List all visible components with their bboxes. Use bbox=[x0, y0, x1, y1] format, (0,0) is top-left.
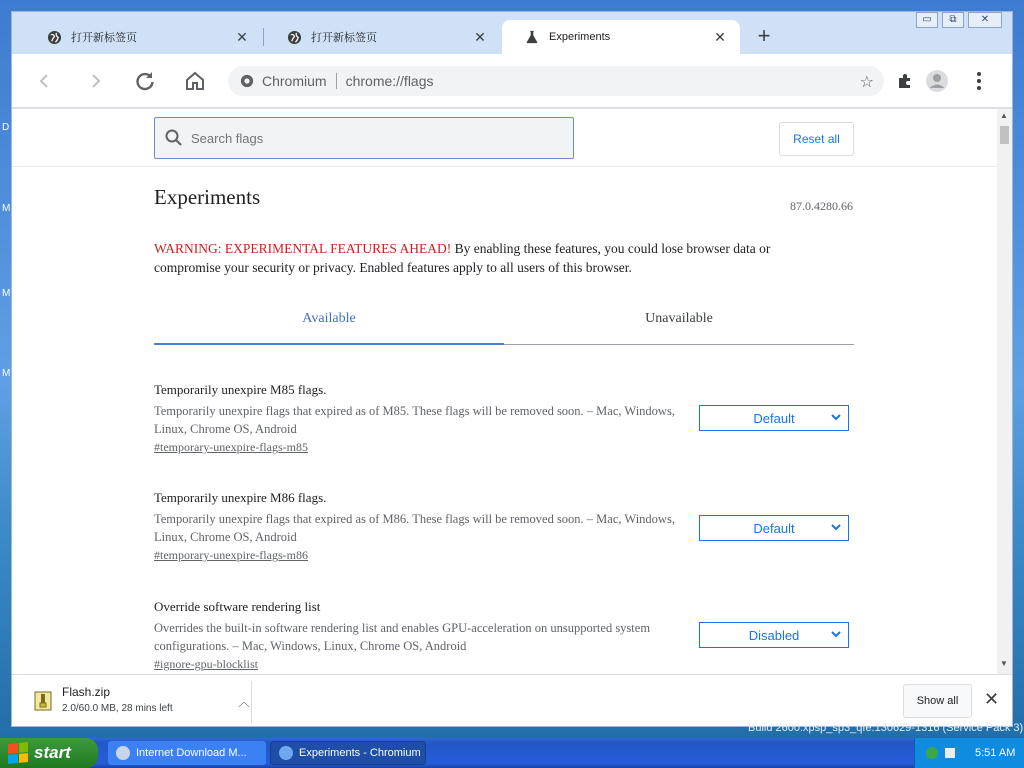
flag-tabs bbox=[154, 299, 854, 345]
flag-description: Temporarily unexpire flags that expired as of M85. These flags will be removed soon. – Mac, Windows, Linux, Chrome OS, Android bbox=[154, 404, 675, 436]
home-button[interactable] bbox=[180, 66, 210, 96]
profile-button[interactable] bbox=[922, 66, 952, 96]
new-tab-button[interactable]: + bbox=[757, 23, 771, 48]
version-label: 87.0.4280.66 bbox=[790, 199, 853, 213]
flag-name: Temporarily unexpire M85 flags. bbox=[154, 382, 327, 397]
flag-select[interactable] bbox=[699, 515, 849, 541]
close-tab-icon[interactable]: ✕ bbox=[714, 28, 726, 45]
reload-button[interactable] bbox=[130, 66, 160, 96]
browser-window bbox=[11, 11, 1013, 727]
start-button[interactable] bbox=[0, 738, 98, 768]
warning-heading: WARNING: EXPERIMENTAL FEATURES AHEAD! bbox=[154, 241, 452, 256]
clock: 5:51 AM bbox=[975, 747, 1016, 759]
chevron-down-icon bbox=[830, 628, 842, 640]
tab-new-tab-1[interactable] bbox=[24, 20, 262, 54]
page-title: Experiments bbox=[154, 185, 261, 209]
windows-logo-icon bbox=[8, 742, 28, 764]
home-icon bbox=[184, 70, 206, 92]
site-name: Chromium bbox=[262, 73, 327, 89]
puzzle-icon bbox=[896, 72, 914, 90]
minimize-button[interactable]: ▭ bbox=[916, 12, 938, 28]
start-label: start bbox=[34, 743, 71, 762]
arrow-right-icon bbox=[86, 72, 104, 90]
browser-toolbar bbox=[12, 54, 1012, 108]
flag-select-value: Default bbox=[753, 520, 795, 536]
idm-icon bbox=[116, 746, 130, 760]
flag-item bbox=[154, 599, 854, 673]
chevron-down-icon bbox=[830, 411, 842, 423]
bookmark-star-icon[interactable]: ☆ bbox=[859, 74, 874, 91]
show-all-button[interactable]: Show all bbox=[903, 684, 972, 718]
flag-description: Temporarily unexpire flags that expired as of M86. These flags will be removed soon. – Mac, Windows, Linux, Chrome OS, Android bbox=[154, 512, 675, 544]
flag-anchor-link[interactable]: #temporary-unexpire-flags-m85 bbox=[154, 440, 308, 454]
flag-anchor-link[interactable]: #temporary-unexpire-flags-m86 bbox=[154, 548, 308, 562]
tab-new-tab-2[interactable] bbox=[264, 20, 500, 54]
flags-page bbox=[12, 109, 997, 674]
flag-select-value: Default bbox=[753, 410, 795, 426]
taskbar-item-idm[interactable] bbox=[108, 741, 266, 765]
vertical-scrollbar[interactable] bbox=[997, 109, 1012, 674]
url-text: chrome://flags bbox=[345, 73, 434, 89]
kebab-menu-icon bbox=[976, 71, 982, 91]
menu-button[interactable] bbox=[964, 66, 994, 96]
build-info: Build 2600.xpsp_sp3_qfe.130629-1316 (Service Pack 3) bbox=[748, 722, 1024, 734]
divider bbox=[336, 73, 337, 89]
arrow-left-icon bbox=[36, 72, 54, 90]
flag-item bbox=[154, 382, 854, 456]
flag-item bbox=[154, 490, 854, 564]
tab-available[interactable]: Available bbox=[154, 299, 504, 345]
chevron-up-icon[interactable]: ︿ bbox=[238, 695, 251, 709]
scroll-up-arrow-icon[interactable]: ▲ bbox=[1000, 111, 1008, 120]
scroll-down-arrow-icon[interactable]: ▼ bbox=[1000, 659, 1008, 668]
desktop-edge-text: M bbox=[2, 288, 11, 299]
close-icon[interactable]: ✕ bbox=[984, 689, 1000, 709]
download-status: 2.0/60.0 MB, 28 mins left bbox=[62, 703, 173, 714]
zip-file-icon bbox=[32, 690, 54, 712]
security-icon[interactable] bbox=[943, 746, 957, 760]
flag-select-value: Disabled bbox=[748, 627, 800, 643]
flag-select[interactable] bbox=[699, 622, 849, 648]
tab-unavailable[interactable]: Unavailable bbox=[645, 311, 713, 326]
taskbar-item-label: Internet Download M... bbox=[136, 747, 247, 759]
system-tray bbox=[914, 738, 1024, 768]
flag-description: Overrides the built-in software rendering list and enables GPU-acceleration on unsupported system configurations. – Mac, Windows, Linux, Chrome OS, Android bbox=[154, 621, 651, 653]
scrollbar-thumb[interactable] bbox=[1000, 126, 1009, 144]
flag-name: Temporarily unexpire M86 flags. bbox=[154, 490, 327, 505]
close-tab-icon[interactable]: ✕ bbox=[236, 28, 248, 45]
tab-title: Experiments bbox=[549, 31, 611, 43]
search-header bbox=[12, 109, 997, 167]
tab-strip bbox=[12, 12, 1012, 54]
extensions-button[interactable] bbox=[890, 66, 920, 96]
taskbar-item-chromium[interactable] bbox=[270, 741, 426, 765]
network-icon[interactable] bbox=[925, 746, 939, 760]
search-icon bbox=[165, 129, 183, 147]
restore-button[interactable]: ⧉ bbox=[942, 12, 964, 28]
flag-name: Override software rendering list bbox=[154, 599, 321, 614]
reset-all-button[interactable]: Reset all bbox=[779, 122, 854, 156]
back-button[interactable] bbox=[30, 66, 60, 96]
download-filename: Flash.zip bbox=[62, 685, 111, 699]
address-bar[interactable] bbox=[228, 66, 884, 96]
tab-title: 打开新标签页 bbox=[311, 32, 377, 44]
flag-anchor-link[interactable]: #ignore-gpu-blocklist bbox=[154, 657, 258, 671]
globe-icon bbox=[46, 29, 62, 45]
download-item[interactable] bbox=[30, 683, 250, 721]
flag-select[interactable] bbox=[699, 405, 849, 431]
search-box[interactable] bbox=[154, 117, 574, 159]
close-tab-icon[interactable]: ✕ bbox=[474, 28, 486, 45]
taskbar bbox=[0, 738, 1024, 768]
divider bbox=[251, 681, 252, 723]
taskbar-item-label: Experiments - Chromium bbox=[299, 747, 421, 759]
chromium-icon bbox=[279, 746, 293, 760]
search-input[interactable] bbox=[191, 131, 551, 146]
chromium-icon bbox=[240, 74, 254, 88]
close-window-button[interactable]: ✕ bbox=[968, 12, 1002, 28]
tab-experiments[interactable] bbox=[502, 20, 740, 54]
warning-body: By enabling these features, you could lose browser data or compromise your security or privacy. Enabled features apply to all users of this browser. bbox=[154, 241, 771, 275]
warning-text bbox=[154, 239, 814, 277]
tab-title: 打开新标签页 bbox=[71, 32, 137, 44]
desktop-edge-text: M bbox=[2, 203, 11, 214]
download-shelf bbox=[12, 674, 1012, 727]
desktop-edge-text: D bbox=[2, 122, 10, 133]
reload-icon bbox=[134, 70, 156, 92]
globe-icon bbox=[286, 29, 302, 45]
desktop-edge-text: M bbox=[2, 368, 11, 379]
forward-button[interactable] bbox=[80, 66, 110, 96]
chevron-down-icon bbox=[830, 521, 842, 533]
flask-icon bbox=[524, 29, 540, 45]
avatar-icon bbox=[925, 69, 949, 93]
